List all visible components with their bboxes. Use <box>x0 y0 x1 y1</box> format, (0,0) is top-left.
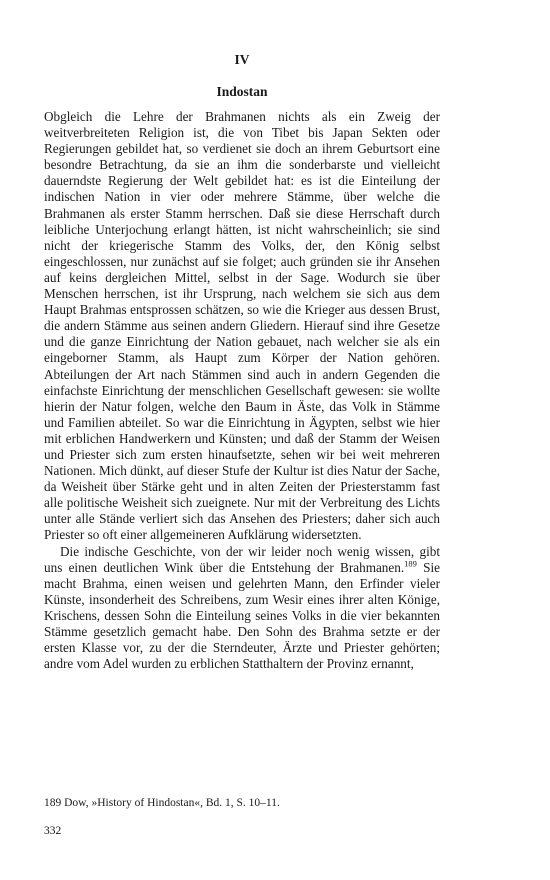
footnote: 189 Dow, »History of Hindostan«, Bd. 1, S. 10–11. <box>44 797 280 809</box>
paragraph-1: Obgleich die Lehre der Brahmanen nichts als ein Zweig der weitverbreiteten Religion ist, die von Tibet bis Japan Sekten oder Regierungen gebildet hat, so verdienet sie doch an ihrem Geburtsort eine besondre Betrachtung, da sie an ihm die sonderbarste und vielleicht dauerndste Regierung der Welt gebildet hat: es ist die Einteilung der indischen Nation in vier oder mehrere Stämme, über welche die Brahmanen als erster Stamm herrschen. Daß sie diese Herrschaft durch leibliche Unterjochung erlangt hätten, ist nicht wahrscheinlich; sie sind nicht der kriegerische Stamm des Volks, der, den König selbst eingeschlossen, nur zunächst auf sie folget; auch gründen sie ihr Ansehen auf keins dergleichen Mittel, selbst in der Sage. Wodurch sie über Menschen herrschen, ist ihr Ursprung, nach welchem sie sich aus dem Haupt Brahmas entsprossen schätzen, so wie die Krieger aus dessen Brust, die andern Stämme aus seinen andern Gliedern. Hierauf sind ihre Gesetze und die ganze Einrichtung der Nation gebauet, nach welcher sie als ein eingeborner Stamm, als Haupt zum Körper der Nation gehören. Abteilungen der Art nach Stämmen sind auch in andern Gegenden die einfachste Einrichtung der menschlichen Gesellschaft gewesen: sie wollte hierin der Natur folgen, welche den Baum in Äste, das Volk in Stämme und Familien abteilet. So war die Einrichtung in Ägypten, selbst wie hier mit erblichen Handwerkern und Künsten; und daß der Stamm der Weisen und Priester sich zum ersten hinaufsetzte, sehen wir bei weit mehreren Nationen. Mich dünkt, auf dieser Stufe der Kultur ist dies Natur der Sache, da Weisheit über Stärke geht und in alten Zeiten der Priesterstamm fast alle politische Weisheit sich zueignete. Nur mit der Verbreitung des Lichts unter alle Stände verliert sich das Ansehen des Priesters; daher sich auch Priester so oft einer allgemeineren Aufklärung widersetzten. <box>44 109 440 543</box>
footnote-reference[interactable]: 189 <box>404 558 417 569</box>
book-page <box>44 0 440 880</box>
paragraph-2-start: Die indische Geschichte, von der wir leider noch wenig wissen, gibt uns einen deutlichen Wink über die Entstehung der Brahmanen. <box>44 543 440 575</box>
body-text <box>44 109 440 672</box>
paragraph-2 <box>44 544 440 673</box>
page-number: 332 <box>44 825 62 837</box>
chapter-number: IV <box>234 52 250 67</box>
paragraph-2-rest: Sie macht Brahma, einen weisen und gelehrten Mann, den Erfinder vieler Künste, insonderheit des Schreibens, zum Wesir eines ihrer alten Könige, Krischens, dessen Sohn die Einteilung seines Volks in die vier bekannten Stämme gesetzlich gemacht habe. Den Sohn des Brahma setzte er der ersten Klasse vor, zu der die Sterndeuter, Ärzte und Priester gehörten; andre vom Adel wurden zu erblichen Statthaltern der Provinz ernannt, <box>44 559 440 672</box>
chapter-title: Indostan <box>216 84 268 99</box>
